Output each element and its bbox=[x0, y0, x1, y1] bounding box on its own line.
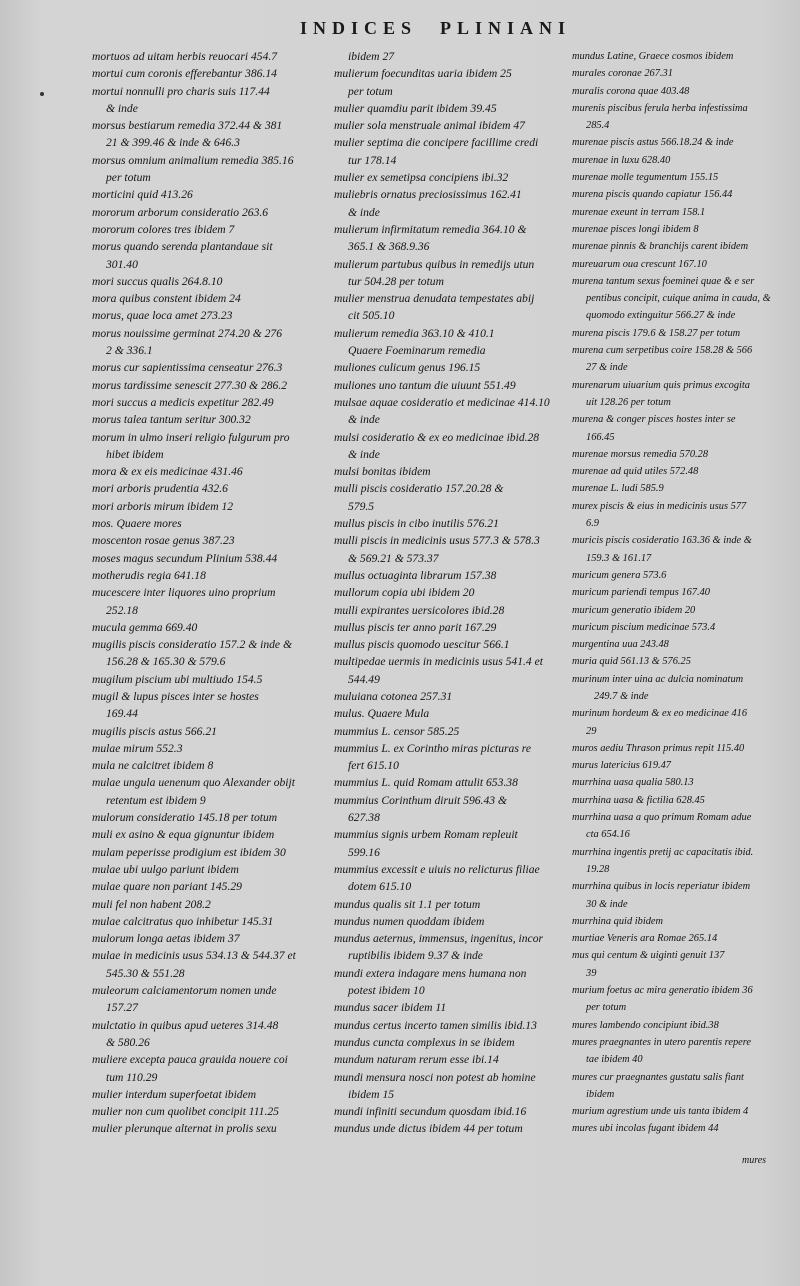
index-entry: mullus piscis ter anno parit 167.29 bbox=[334, 620, 497, 634]
index-entry: morsus bestiarum remedia 372.44 & 381 bbox=[92, 119, 283, 133]
index-entry: murena piscis 179.6 & 158.27 per totum bbox=[572, 327, 741, 339]
index-entry: 545.30 & 551.28 bbox=[106, 966, 185, 980]
index-entry: cta 654.16 bbox=[586, 829, 630, 841]
index-entry: mulierum foecunditas uaria ibidem 25 bbox=[334, 67, 512, 81]
index-entry: mugilis piscis astus 566.21 bbox=[92, 724, 217, 738]
index-entry: mulier plerunque alternat in prolis sexu bbox=[92, 1122, 277, 1136]
index-entry: 249.7 & inde bbox=[594, 690, 649, 702]
index-entry: mulae mirum 552.3 bbox=[92, 741, 183, 755]
index-entry: mullus piscis quomodo uescitur 566.1 bbox=[334, 638, 510, 652]
index-entry: multipedae uermis in medicinis usus 541.4 et bbox=[334, 655, 543, 669]
index-entry: & inde bbox=[348, 413, 380, 427]
index-entry: mugilum piscium ubi multiudo 154.5 bbox=[92, 672, 263, 686]
index-entry: tae ibidem 40 bbox=[586, 1054, 643, 1066]
index-entry: & 569.21 & 573.37 bbox=[348, 551, 439, 565]
index-entry: 157.27 bbox=[106, 1001, 138, 1015]
index-entry: mundi extera indagare mens humana non bbox=[334, 966, 527, 980]
index-entry: muliere excepta pauca grauida nouere coi bbox=[92, 1053, 288, 1067]
index-entry: muliones uno tantum die uiuunt 551.49 bbox=[334, 378, 516, 392]
index-entry: muli fel non habent 208.2 bbox=[92, 897, 211, 911]
index-entry: mundus unde dictus ibidem 44 per totum bbox=[334, 1122, 523, 1136]
index-entry: mulae ubi uulgo pariunt ibidem bbox=[92, 862, 239, 876]
index-entry: mugil & lupus pisces inter se hostes bbox=[92, 689, 259, 703]
index-entry: mulctatio in quibus apud ueteres 314.48 bbox=[92, 1018, 279, 1032]
index-entry: morsus omnium animalium remedia 385.16 bbox=[92, 153, 294, 167]
index-entry: 285.4 bbox=[586, 120, 610, 132]
index-entry: & 580.26 bbox=[106, 1035, 150, 1049]
index-column-1 bbox=[92, 48, 324, 1138]
index-entry: mummius L. quid Romam attulit 653.38 bbox=[334, 776, 518, 790]
index-entry: mullus octuaginta librarum 157.38 bbox=[334, 568, 497, 582]
index-entry: murenae ad quid utiles 572.48 bbox=[572, 466, 699, 478]
index-entry: dotem 615.10 bbox=[348, 880, 412, 894]
index-entry: mulier quamdiu parit ibidem 39.45 bbox=[334, 101, 497, 115]
index-entry: murenae pinnis & branchijs carent ibidem bbox=[572, 241, 749, 253]
index-entry: mundus certus incerto tamen similis ibid.13 bbox=[334, 1018, 537, 1032]
index-entry: mures ubi incolas fugant ibidem 44 bbox=[572, 1123, 719, 1135]
index-entry: murenae piscis astus 566.18.24 & inde bbox=[572, 137, 734, 149]
index-entry: murrhina ingentis pretij ac capacitatis ibid. bbox=[572, 846, 754, 858]
index-entry: Quaere Foeminarum remedia bbox=[348, 344, 486, 358]
index-entry: mummius signis urbem Romam repleuit bbox=[334, 828, 518, 842]
index-entry: & inde bbox=[106, 101, 138, 115]
index-entry: morticini quid 413.26 bbox=[92, 188, 193, 202]
index-entry: morus quando serenda plantandaue sit bbox=[92, 240, 273, 254]
index-entry: mulier septima die concipere facillime credi bbox=[334, 136, 539, 150]
index-entry: mucula gemma 669.40 bbox=[92, 620, 198, 634]
index-entry: ibidem 27 bbox=[348, 50, 395, 63]
index-entry: per totum bbox=[348, 84, 393, 98]
index-entry: murenarum uiuarium quis primus excogita bbox=[572, 379, 750, 391]
index-entry: morum in ulmo inseri religio fulgurum pro bbox=[92, 430, 290, 444]
index-entry: mulli expirantes uersicolores ibid.28 bbox=[334, 603, 505, 617]
index-entry: 169.44 bbox=[106, 707, 138, 721]
index-entry: ibidem 15 bbox=[348, 1087, 395, 1101]
index-entry: mures lambendo concipiunt ibid.38 bbox=[572, 1019, 719, 1031]
index-entry: 159.3 & 161.17 bbox=[586, 552, 652, 564]
index-entry: 6.9 bbox=[586, 518, 599, 530]
index-entry: mulus. Quaere Mula bbox=[334, 707, 430, 721]
index-entry: mundus aeternus, immensus, ingenitus, incor bbox=[334, 932, 543, 946]
index-entry: mulsi bonitas ibidem bbox=[334, 465, 431, 479]
index-entry: 19.28 bbox=[586, 863, 610, 875]
index-entry: murrhina quibus in locis reperiatur ibidem bbox=[572, 881, 751, 893]
index-entry: mummius L. censor 585.25 bbox=[334, 724, 460, 738]
index-entry: hibet ibidem bbox=[106, 447, 164, 461]
index-entry: muli ex asino & equa gignuntur ibidem bbox=[92, 828, 275, 842]
index-entry: 21 & 399.46 & inde & 646.3 bbox=[106, 136, 240, 150]
index-entry: murinum inter uina ac dulcia nominatum bbox=[572, 673, 744, 685]
index-entry: mus qui centum & uiginti genuit 137 bbox=[572, 950, 725, 962]
index-entry: mulierum infirmitatum remedia 364.10 & bbox=[334, 222, 527, 236]
index-entry: mortui nonnulli pro charis suis 117.44 bbox=[92, 84, 270, 98]
index-entry: mula ne calcitret ibidem 8 bbox=[92, 759, 214, 773]
index-entry: mulierum remedia 363.10 & 410.1 bbox=[334, 326, 495, 340]
index-entry: murena piscis quando capiatur 156.44 bbox=[572, 189, 733, 201]
index-entry: mummius Corinthum diruit 596.43 & bbox=[334, 793, 507, 807]
index-entry: murium foetus ac mira generatio ibidem 36 bbox=[572, 985, 753, 997]
index-entry: murium agrestium unde uis tanta ibidem 4 bbox=[572, 1106, 749, 1118]
index-entry: mulorum consideratio 145.18 per totum bbox=[92, 811, 278, 825]
index-entry: uit 128.26 per totum bbox=[586, 396, 671, 408]
index-entry: mororum arborum consideratio 263.6 bbox=[92, 205, 269, 219]
index-entry: mundus cuncta complexus in se ibidem bbox=[334, 1035, 515, 1049]
header-left-word: INDICES bbox=[300, 18, 418, 38]
index-entry: 627.38 bbox=[348, 811, 380, 825]
index-entry: mos. Quaere mores bbox=[92, 517, 182, 531]
index-entry: mulier non cum quolibet concipit 111.25 bbox=[92, 1105, 279, 1119]
index-entry: mures cur praegnantes gustatu salis fiant bbox=[572, 1071, 744, 1083]
index-entry: muros aediu Thrason primus repit 115.40 bbox=[572, 742, 745, 754]
index-entry: murrhina quid ibidem bbox=[572, 915, 664, 927]
index-entry: mora & ex eis medicinae 431.46 bbox=[92, 465, 243, 479]
index-entry: pentibus concipit, cuique anima in cauda, & bbox=[586, 293, 771, 305]
index-entry: & inde bbox=[348, 447, 380, 461]
index-entry: mororum colores tres ibidem 7 bbox=[92, 222, 235, 236]
index-entry: murenae in luxu 628.40 bbox=[572, 154, 671, 166]
index-entry: per totum bbox=[586, 1002, 627, 1014]
index-entry: moscenton rosae genus 387.23 bbox=[92, 534, 235, 548]
index-entry: murenae molle tegumentum 155.15 bbox=[572, 172, 719, 184]
index-entry: mures praegnantes in utero parentis repere bbox=[572, 1036, 752, 1048]
index-entry: tum 110.29 bbox=[106, 1070, 158, 1084]
index-entry: muricum piscium medicinae 573.4 bbox=[572, 621, 716, 633]
index-entry: mulier ex semetipsa concipiens ibi.32 bbox=[334, 171, 509, 185]
index-entry: mulae in medicinis usus 534.13 & 544.37 et bbox=[92, 949, 296, 963]
index-entry: murales coronae 267.31 bbox=[572, 68, 673, 80]
index-entry: retentum est ibidem 9 bbox=[106, 793, 206, 807]
index-entry: mundum naturam rerum esse ibi.14 bbox=[334, 1053, 499, 1067]
index-entry: tur 178.14 bbox=[348, 153, 397, 167]
index-entry: muliones culicum genus 196.15 bbox=[334, 361, 481, 375]
index-entry: murrhina uasa a quo primum Romam adue bbox=[572, 812, 752, 824]
ink-spot bbox=[40, 92, 44, 96]
index-entry: per totum bbox=[106, 171, 151, 185]
index-entry: muricum genera 573.6 bbox=[572, 569, 667, 581]
index-entry: fert 615.10 bbox=[348, 759, 399, 773]
index-entry: mugilis piscis consideratio 157.2 & inde & bbox=[92, 638, 292, 652]
index-entry: murenae pisces longi ibidem 8 bbox=[572, 223, 699, 235]
index-entry: murena tantum sexus foeminei quae & e ser bbox=[572, 275, 755, 287]
index-entry: mortui cum coronis efferebantur 386.14 bbox=[92, 67, 277, 81]
index-entry: mora quibus constent ibidem 24 bbox=[92, 292, 241, 306]
index-entry: mulam peperisse prodigium est ibidem 30 bbox=[92, 845, 286, 859]
index-entry: morus nouissime germinat 274.20 & 276 bbox=[92, 326, 283, 340]
index-entry: 252.18 bbox=[106, 603, 138, 617]
index-entry: 29 bbox=[586, 725, 597, 737]
index-entry: morus, quae loca amet 273.23 bbox=[92, 309, 233, 323]
header-right-word: PLINIANI bbox=[440, 18, 572, 38]
index-entry: muria quid 561.13 & 576.25 bbox=[572, 656, 691, 668]
index-entry: 579.5 bbox=[348, 499, 375, 513]
index-entry: muricis piscis cosideratio 163.36 & inde & bbox=[572, 535, 752, 547]
index-entry: mummius L. ex Corintho miras picturas re bbox=[334, 741, 531, 755]
index-entry: mulier interdum superfoetat ibidem bbox=[92, 1087, 257, 1101]
index-entry: mummius excessit e uiuis no relicturus filiae bbox=[334, 862, 540, 876]
index-entry: mulorum longa aetas ibidem 37 bbox=[92, 932, 240, 946]
index-entry: cit 505.10 bbox=[348, 309, 395, 323]
index-entry: murenae morsus remedia 570.28 bbox=[572, 448, 709, 460]
index-entry: morus talea tantum seritur 300.32 bbox=[92, 413, 251, 427]
index-entry: mortuos ad uitam herbis reuocari 454.7 bbox=[92, 50, 278, 63]
index-entry: potest ibidem 10 bbox=[348, 984, 425, 998]
catchword: mures bbox=[742, 1155, 767, 1166]
index-entry: mulier menstrua denudata tempestates abij bbox=[334, 292, 535, 306]
index-entry: mori arboris prudentia 432.6 bbox=[92, 482, 228, 496]
index-entry: mundus sacer ibidem 11 bbox=[334, 1001, 447, 1015]
index-entry: mundus numen quoddam ibidem bbox=[334, 914, 485, 928]
index-entry: murrhina uasa qualia 580.13 bbox=[572, 777, 694, 789]
index-entry: mulli piscis cosideratio 157.20.28 & bbox=[334, 482, 504, 496]
index-entry: mori succus a medicis expetitur 282.49 bbox=[92, 395, 274, 409]
index-entry: mullorum copia ubi ibidem 20 bbox=[334, 586, 475, 600]
index-entry: mulae calcitratus quo inhibetur 145.31 bbox=[92, 914, 274, 928]
index-entry: murinum hordeum & ex eo medicinae 416 bbox=[572, 708, 748, 720]
index-entry: tur 504.28 per totum bbox=[348, 274, 444, 288]
index-entry: & inde bbox=[348, 205, 380, 219]
index-column-3 bbox=[572, 48, 794, 1138]
index-entry: 39 bbox=[586, 967, 597, 979]
index-entry: 544.49 bbox=[348, 672, 380, 686]
index-entry: morus tardissime senescit 277.30 & 286.2 bbox=[92, 378, 288, 392]
index-entry: murus latericius 619.47 bbox=[572, 760, 672, 772]
index-entry: quomodo extinguitur 566.27 & inde bbox=[586, 310, 736, 322]
index-entry: mucescere inter liquores uino proprium bbox=[92, 586, 276, 600]
index-entry: murena & conger pisces hostes inter se bbox=[572, 414, 736, 426]
index-entry: muricum generatio ibidem 20 bbox=[572, 604, 696, 616]
index-entry: mundi infiniti secundum quosdam ibid.16 bbox=[334, 1105, 527, 1119]
index-entry: murenae L. ludi 585.9 bbox=[572, 483, 664, 495]
index-entry: mullus piscis in cibo inutilis 576.21 bbox=[334, 517, 499, 531]
index-entry: murgentina uua 243.48 bbox=[572, 639, 669, 651]
index-entry: moses magus secundum Plinium 538.44 bbox=[92, 551, 278, 565]
index-column-2 bbox=[334, 48, 566, 1138]
index-entry: muralis corona quae 403.48 bbox=[572, 85, 690, 97]
index-entry: 599.16 bbox=[348, 845, 380, 859]
index-entry: murenis piscibus ferula herba infestissima bbox=[572, 102, 748, 114]
index-entry: motherudis regia 641.18 bbox=[92, 568, 206, 582]
index-entry: 27 & inde bbox=[586, 362, 628, 374]
index-entry: ibidem bbox=[586, 1088, 615, 1100]
index-entry: mori succus qualis 264.8.10 bbox=[92, 274, 223, 288]
index-entry: murenae exeunt in terram 158.1 bbox=[572, 206, 706, 218]
index-entry: murena cum serpetibus coire 158.28 & 566 bbox=[572, 345, 753, 357]
index-entry: muricum pariendi tempus 167.40 bbox=[572, 587, 710, 599]
index-entry: mundus Latine, Graece cosmos ibidem bbox=[572, 51, 734, 62]
index-entry: mulierum partubus quibus in remedijs utun bbox=[334, 257, 535, 271]
index-entry: mulsi cosideratio & ex eo medicinae ibid.28 bbox=[334, 430, 540, 444]
index-entry: murex piscis & eius in medicinis usus 577 bbox=[572, 500, 747, 512]
index-entry: muliebris ornatus preciosissimus 162.41 bbox=[334, 188, 522, 202]
index-entry: mundi mensura nosci non potest ab homine bbox=[334, 1070, 536, 1084]
index-entry: 2 & 336.1 bbox=[106, 344, 153, 358]
index-entry: 365.1 & 368.9.36 bbox=[348, 240, 430, 254]
index-entry: ruptibilis ibidem 9.37 & inde bbox=[348, 949, 483, 963]
index-entry: murrhina uasa & fictilia 628.45 bbox=[572, 794, 705, 806]
index-entry: murtiae Veneris ara Romae 265.14 bbox=[572, 933, 718, 945]
index-entry: mulli piscis in medicinis usus 577.3 & 578.3 bbox=[334, 534, 540, 548]
index-entry: mulae ungula uenenum quo Alexander obijt bbox=[92, 776, 295, 790]
index-entry: 156.28 & 165.30 & 579.6 bbox=[106, 655, 226, 669]
index-entry: 166.45 bbox=[586, 431, 615, 443]
index-entry: mori arboris mirum ibidem 12 bbox=[92, 499, 234, 513]
index-entry: muleorum calciamentorum nomen unde bbox=[92, 984, 277, 998]
index-entry: muluiana cotonea 257.31 bbox=[334, 689, 453, 703]
index-entry: morus cur sapientissima censeatur 276.3 bbox=[92, 361, 283, 375]
index-entry: mulae quare non pariant 145.29 bbox=[92, 880, 242, 894]
index-entry: mulsae aquae cosideratio et medicinae 414.10 bbox=[334, 395, 550, 409]
index-entry: mulier sola menstruale animal ibidem 47 bbox=[334, 119, 525, 133]
index-entry: 30 & inde bbox=[586, 898, 628, 910]
index-entry: 301.40 bbox=[106, 257, 138, 271]
index-entry: mureuarum oua crescunt 167.10 bbox=[572, 258, 707, 270]
index-entry: mundus qualis sit 1.1 per totum bbox=[334, 897, 481, 911]
